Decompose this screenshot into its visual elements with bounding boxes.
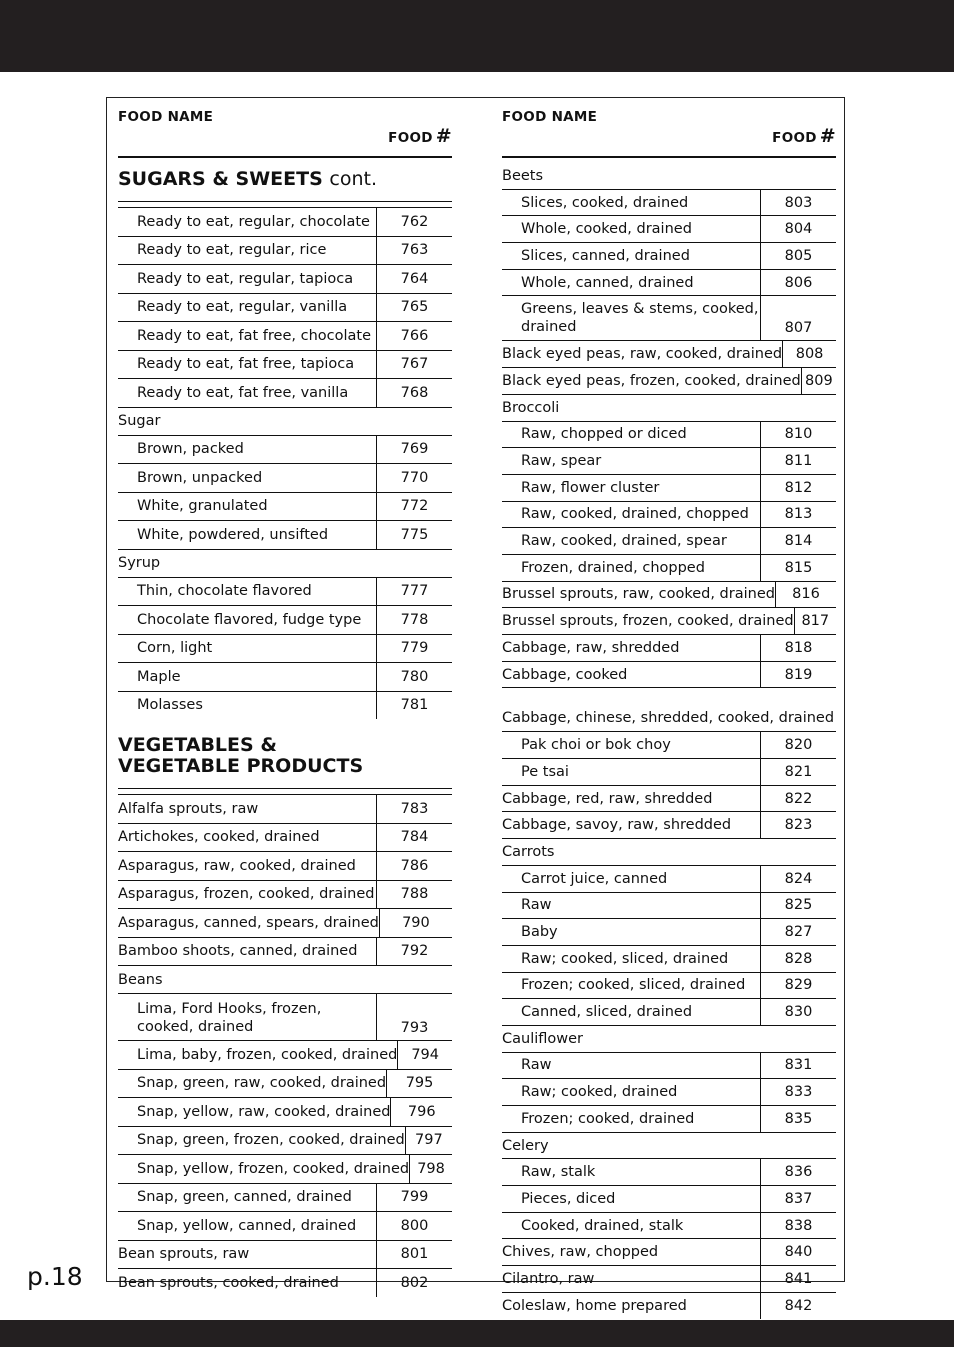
food-name-cell: Pak choi or bok choy: [521, 737, 671, 754]
table-row: [502, 919, 836, 946]
food-number-cell: 763: [376, 237, 452, 265]
food-name-cell: Snap, yellow, raw, cooked, drained: [137, 1103, 391, 1120]
table-row: [502, 1079, 836, 1106]
food-number-cell: 794: [397, 1041, 452, 1069]
food-name-cell: Raw, flower cluster: [521, 479, 660, 496]
food-number-cell: 829: [760, 973, 836, 999]
food-name-cell: Ready to eat, fat free, tapioca: [137, 356, 355, 373]
table-row: [118, 994, 452, 1041]
group-heading: Broccoli: [502, 395, 836, 422]
food-name-cell: Bean sprouts, raw: [118, 1246, 250, 1263]
food-number-cell: 817: [794, 608, 836, 634]
food-name-cell: Pe tsai: [521, 763, 569, 780]
food-name-cell: Black eyed peas, frozen, cooked, drained: [502, 372, 801, 389]
table-row: [502, 608, 836, 635]
food-number-cell: 827: [760, 919, 836, 945]
food-name-cell: Pieces, diced: [521, 1190, 616, 1207]
food-number-cell: 820: [760, 732, 836, 758]
table-row: [118, 938, 452, 967]
group-heading: Beans: [118, 966, 452, 994]
food-name-cell: Raw: [521, 1057, 552, 1074]
food-name-cell: Snap, green, frozen, cooked, drained: [137, 1132, 405, 1149]
group-heading: Cauliflower: [502, 1026, 836, 1053]
table-row: [502, 528, 836, 555]
section-rule: [118, 777, 452, 789]
food-name-cell: Ready to eat, fat free, chocolate: [137, 327, 371, 344]
food-number-cell: 779: [376, 635, 452, 663]
food-number-cell: 805: [760, 243, 836, 269]
food-number-cell: 770: [376, 464, 452, 492]
top-bar: [0, 0, 954, 72]
food-name-cell: Whole, canned, drained: [521, 274, 694, 291]
table-row: [118, 795, 452, 824]
table-row: [502, 555, 836, 582]
right-column: [502, 98, 836, 1319]
food-number-header: [388, 125, 452, 147]
sugars-rows: [118, 208, 452, 719]
table-row: [118, 1041, 452, 1070]
food-name-cell: Asparagus, canned, spears, drained: [118, 914, 379, 931]
section-title-cont: cont.: [329, 168, 378, 190]
food-name-cell: Frozen, drained, chopped: [521, 559, 705, 576]
food-number-cell: 825: [760, 893, 836, 919]
food-name-cell: White, powdered, unsifted: [137, 526, 329, 543]
table-row: [118, 351, 452, 380]
food-name-cell: Raw, stalk: [521, 1164, 596, 1181]
table-row: [118, 1155, 452, 1184]
table-row: [502, 502, 836, 529]
food-number-cell: 798: [409, 1155, 452, 1183]
food-number-cell: 807: [760, 296, 836, 340]
food-number-cell: 764: [376, 265, 452, 293]
food-name-cell: Raw, cooked, drained, spear: [521, 533, 727, 550]
food-name-cell: Bamboo shoots, canned, drained: [118, 943, 358, 960]
table-row: [118, 237, 452, 266]
food-name-cell: Maple: [137, 668, 181, 685]
food-name-cell: Corn, light: [137, 640, 213, 657]
table-row: [118, 635, 452, 664]
table-row: [502, 296, 836, 341]
bottom-bar: [0, 1320, 954, 1347]
food-name-cell: Slices, cooked, drained: [521, 194, 689, 211]
table-row: [118, 436, 452, 465]
food-number-cell: 806: [760, 270, 836, 296]
table-row: [118, 493, 452, 522]
food-name-cell: Asparagus, raw, cooked, drained: [118, 857, 356, 874]
left-column: [118, 98, 452, 1297]
food-number-cell: 799: [376, 1184, 452, 1212]
food-number-cell: 841: [760, 1266, 836, 1292]
food-number-cell: 828: [760, 946, 836, 972]
food-number-label: FOOD: [772, 130, 817, 146]
table-row: [118, 1269, 452, 1297]
table-row: [502, 422, 836, 449]
food-name-cell: Frozen; cooked, drained: [521, 1110, 695, 1127]
food-name-cell: Whole, cooked, drained: [521, 221, 692, 238]
food-name-cell: Greens, leaves & stems, cooked, drained: [521, 301, 759, 336]
food-number-header: [772, 125, 836, 147]
group-heading: Beets: [502, 163, 836, 190]
page-number: p.18: [27, 1262, 83, 1291]
food-name-cell: Brussel sprouts, raw, cooked, drained: [502, 586, 775, 603]
food-number-cell: 792: [376, 938, 452, 966]
food-name-cell: Ready to eat, regular, chocolate: [137, 213, 370, 230]
food-name-cell: Ready to eat, fat free, vanilla: [137, 384, 349, 401]
table-row: [502, 1239, 836, 1266]
table-row: [502, 270, 836, 297]
table-row: [502, 732, 836, 759]
food-number-cell: 831: [760, 1053, 836, 1079]
food-number-cell: 809: [801, 368, 836, 394]
food-number-cell: 769: [376, 436, 452, 464]
food-number-cell: 766: [376, 322, 452, 350]
food-number-cell: 783: [376, 795, 452, 823]
food-number-cell: 823: [760, 812, 836, 838]
food-number-cell: 833: [760, 1079, 836, 1105]
food-name-header: FOOD NAME: [502, 109, 598, 125]
food-number-cell: 790: [379, 909, 452, 937]
food-name-cell: Ready to eat, regular, vanilla: [137, 299, 348, 316]
table-row: [118, 692, 452, 720]
table-row: [118, 881, 452, 910]
table-row: [118, 1098, 452, 1127]
food-name-cell: Artichokes, cooked, drained: [118, 829, 320, 846]
food-name-cell: Black eyed peas, raw, cooked, drained: [502, 346, 783, 363]
food-number-cell: 811: [760, 448, 836, 474]
food-name-cell: White, granulated: [137, 498, 268, 515]
food-number-cell: 778: [376, 606, 452, 634]
food-name-cell: Lima, baby, frozen, cooked, drained: [137, 1046, 398, 1063]
food-name-cell: Asparagus, frozen, cooked, drained: [118, 886, 375, 903]
food-name-cell: Cabbage, savoy, raw, shredded: [502, 817, 732, 834]
food-number-cell: 762: [376, 208, 452, 236]
table-row: [118, 1127, 452, 1156]
table-row: [502, 1293, 836, 1319]
food-table-frame: [106, 97, 845, 1314]
food-number-cell: 824: [760, 866, 836, 892]
table-row: [118, 606, 452, 635]
food-number-cell: 795: [386, 1070, 452, 1098]
food-name-cell: Brown, packed: [137, 441, 244, 458]
table-row: [502, 973, 836, 1000]
food-number-cell: 808: [782, 341, 836, 367]
table-row: [118, 663, 452, 692]
table-row: [118, 208, 452, 237]
food-number-cell: 797: [405, 1127, 452, 1155]
table-row: [502, 1159, 836, 1186]
food-number-cell: 777: [376, 578, 452, 606]
food-number-cell: 796: [390, 1098, 452, 1126]
table-row: [118, 824, 452, 853]
section-title-line1: VEGETABLES &: [118, 734, 277, 756]
food-number-cell: 842: [760, 1293, 836, 1319]
food-number-cell: 813: [760, 502, 836, 528]
food-name-cell: Canned, sliced, drained: [521, 1004, 693, 1021]
food-name-cell: Chives, raw, chopped: [502, 1244, 659, 1261]
food-name-cell: Carrot juice, canned: [521, 870, 668, 887]
food-number-cell: 818: [760, 635, 836, 661]
food-number-cell: 775: [376, 521, 452, 549]
food-name-cell: Snap, yellow, frozen, cooked, drained: [137, 1160, 410, 1177]
food-name-cell: Brown, unpacked: [137, 469, 263, 486]
group-heading: Carrots: [502, 839, 836, 866]
food-number-cell: 804: [760, 216, 836, 242]
table-row: [502, 1266, 836, 1293]
table-row: [502, 582, 836, 609]
section-title-text: SUGARS & SWEETS: [118, 168, 323, 190]
column-header: [502, 98, 836, 158]
food-name-cell: Bean sprouts, cooked, drained: [118, 1274, 339, 1291]
table-row: [502, 190, 836, 217]
food-number-cell: 767: [376, 351, 452, 379]
table-row: [118, 1212, 452, 1241]
table-row: [502, 946, 836, 973]
table-row: [118, 909, 452, 938]
table-row: [502, 341, 836, 368]
food-name-cell: Frozen; cooked, sliced, drained: [521, 977, 746, 994]
food-number-cell: 786: [376, 852, 452, 880]
food-number-cell: 810: [760, 422, 836, 448]
food-name-cell: Alfalfa sprouts, raw: [118, 800, 259, 817]
table-row: [502, 786, 836, 813]
food-number-cell: 812: [760, 475, 836, 501]
table-row: [502, 216, 836, 243]
food-number-cell: 765: [376, 294, 452, 322]
table-row: [502, 812, 836, 839]
table-row: [502, 999, 836, 1026]
table-row: [118, 578, 452, 607]
table-row: [502, 1186, 836, 1213]
section-title-line2: VEGETABLE PRODUCTS: [118, 755, 364, 777]
group-heading: Sugar: [118, 408, 452, 436]
table-row: [118, 265, 452, 294]
table-row: [502, 635, 836, 662]
table-row: [118, 521, 452, 550]
food-number-cell: 803: [760, 190, 836, 216]
food-name-cell: Cabbage, red, raw, shredded: [502, 790, 713, 807]
food-name-cell: Coleslaw, home prepared: [502, 1297, 687, 1314]
food-name-cell: Snap, green, canned, drained: [137, 1189, 352, 1206]
group-heading: Celery: [502, 1133, 836, 1160]
food-name-cell: Raw, spear: [521, 453, 602, 470]
food-number-cell: 781: [376, 692, 452, 720]
food-name-cell: Raw; cooked, drained: [521, 1084, 678, 1101]
food-name-cell: Raw: [521, 897, 552, 914]
food-number-cell: 788: [376, 881, 452, 909]
food-name-cell: Thin, chocolate flavored: [137, 583, 312, 600]
food-name-cell: Snap, yellow, canned, drained: [137, 1217, 357, 1234]
food-number-label: FOOD: [388, 130, 433, 146]
food-number-cell: 802: [376, 1269, 452, 1297]
group-heading: Syrup: [118, 550, 452, 578]
food-name-cell: Ready to eat, regular, rice: [137, 242, 327, 259]
table-row: [502, 1213, 836, 1240]
food-number-cell: 772: [376, 493, 452, 521]
table-row: [118, 852, 452, 881]
section-title-sugars: [118, 169, 452, 190]
table-row: [502, 1053, 836, 1080]
food-number-cell: 768: [376, 379, 452, 407]
vegetables-rows: [118, 794, 452, 1297]
food-name-cell: Slices, canned, drained: [521, 247, 690, 264]
food-number-cell: 784: [376, 824, 452, 852]
food-number-cell: 837: [760, 1186, 836, 1212]
section-title-vegetables: [118, 735, 452, 777]
food-name-cell: Raw, chopped or diced: [521, 426, 687, 443]
table-row: [502, 662, 836, 689]
food-name-cell: Lima, Ford Hooks, frozen, cooked, drained: [137, 1001, 322, 1035]
food-name-cell: Ready to eat, regular, tapioca: [137, 270, 354, 287]
hash-symbol: #: [435, 125, 452, 147]
table-row: [502, 448, 836, 475]
food-number-cell: 793: [376, 994, 452, 1040]
food-name-cell: Brussel sprouts, frozen, cooked, drained: [502, 613, 794, 630]
food-number-cell: 816: [775, 582, 836, 608]
table-row: [502, 866, 836, 893]
group-heading: Cabbage, chinese, shredded, cooked, drained: [502, 688, 836, 732]
food-name-cell: Cabbage, cooked: [502, 666, 628, 683]
food-name-cell: Baby: [521, 924, 558, 941]
food-number-cell: 822: [760, 786, 836, 812]
table-row: [118, 1184, 452, 1213]
table-row: [502, 759, 836, 786]
vegetables-rows-cont: [502, 163, 836, 1319]
food-number-cell: 835: [760, 1106, 836, 1132]
food-number-cell: 840: [760, 1239, 836, 1265]
food-number-cell: 821: [760, 759, 836, 785]
food-name-cell: Cabbage, raw, shredded: [502, 639, 680, 656]
food-name-cell: Chocolate flavored, fudge type: [137, 611, 362, 628]
food-name-header: FOOD NAME: [118, 109, 214, 125]
food-number-cell: 819: [760, 662, 836, 688]
food-number-cell: 801: [376, 1241, 452, 1269]
hash-symbol: #: [819, 125, 836, 147]
food-name-cell: Snap, green, raw, cooked, drained: [137, 1075, 387, 1092]
column-header: [118, 98, 452, 158]
table-row: [118, 1241, 452, 1270]
food-name-cell: Cilantro, raw: [502, 1270, 595, 1287]
food-name-cell: Raw; cooked, sliced, drained: [521, 950, 729, 967]
table-row: [502, 475, 836, 502]
section-rule: [118, 190, 452, 202]
food-number-cell: 836: [760, 1159, 836, 1185]
table-row: [118, 464, 452, 493]
food-number-cell: 830: [760, 999, 836, 1025]
table-row: [118, 1070, 452, 1099]
food-name-cell: Molasses: [137, 697, 203, 714]
food-number-cell: 780: [376, 663, 452, 691]
table-row: [502, 243, 836, 270]
table-row: [502, 368, 836, 395]
table-row: [502, 893, 836, 920]
food-number-cell: 814: [760, 528, 836, 554]
table-row: [118, 322, 452, 351]
food-number-cell: 815: [760, 555, 836, 581]
food-name-cell: Raw, cooked, drained, chopped: [521, 506, 749, 523]
table-row: [118, 379, 452, 408]
food-number-cell: 838: [760, 1213, 836, 1239]
food-number-cell: 800: [376, 1212, 452, 1240]
table-row: [118, 294, 452, 323]
food-name-cell: Cooked, drained, stalk: [521, 1217, 684, 1234]
table-row: [502, 1106, 836, 1133]
